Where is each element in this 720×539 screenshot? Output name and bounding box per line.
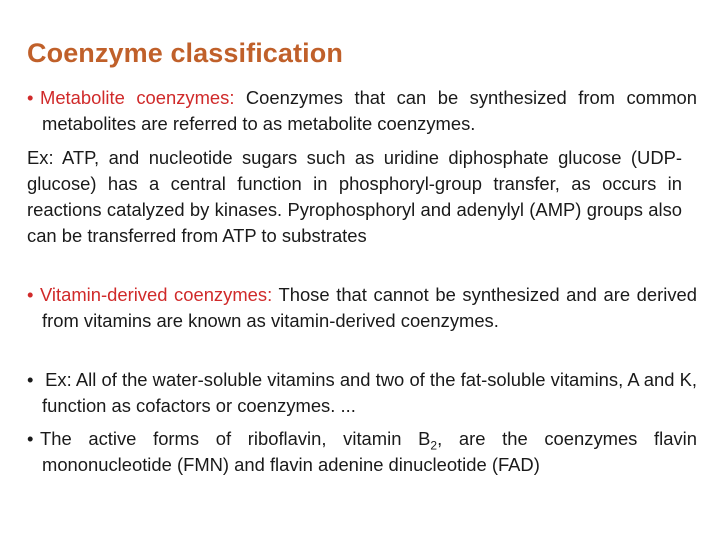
- paragraph-text: Ex: ATP, and nucleotide sugars such as uridine diphosphate glucose (UDP-glucose) has a central function in phosphoryl-group transfer, as occurs in reactions catalyzed by kinases. Pyrophosphoryl and adenylyl (AMP) groups also can be transferred from ATP to substrates: [27, 147, 682, 246]
- bullet-metabolite-coenzymes: [27, 85, 697, 137]
- bullet-lead: Vitamin-derived coenzymes:: [40, 284, 273, 305]
- bullet-lead: Metabolite coenzymes:: [40, 87, 235, 108]
- bullet-marker: •: [27, 369, 34, 390]
- bullet-text-part-1: The active forms of riboflavin, vitamin B: [40, 428, 431, 449]
- bullet-vitamin-derived-coenzymes: [27, 282, 697, 334]
- bullet-marker: •: [27, 284, 34, 305]
- bullet-marker: •: [27, 428, 34, 449]
- bullet-water-soluble-vitamins: [27, 367, 697, 419]
- slide-title: Coenzyme classification: [27, 38, 343, 68]
- bullet-riboflavin: [27, 426, 697, 478]
- example-paragraph-atp: [27, 145, 682, 249]
- bullet-text-part-2: , are the coenzymes flavin mononucleotide (FMN) and flavin adenine dinucleotide (FAD): [42, 428, 697, 475]
- subscript-2: 2: [430, 438, 438, 453]
- bullet-marker: •: [27, 87, 34, 108]
- bullet-text: Coenzymes that can be synthesized from common metabolites are referred to as metabolite coenzymes.: [42, 87, 697, 134]
- bullet-text: Ex: All of the water-soluble vitamins and two of the fat-soluble vitamins, A and K, function as cofactors or coenzymes. ...: [40, 369, 697, 416]
- bullet-text: Those that cannot be synthesized and are derived from vitamins are known as vitamin-derived coenzymes.: [42, 284, 698, 331]
